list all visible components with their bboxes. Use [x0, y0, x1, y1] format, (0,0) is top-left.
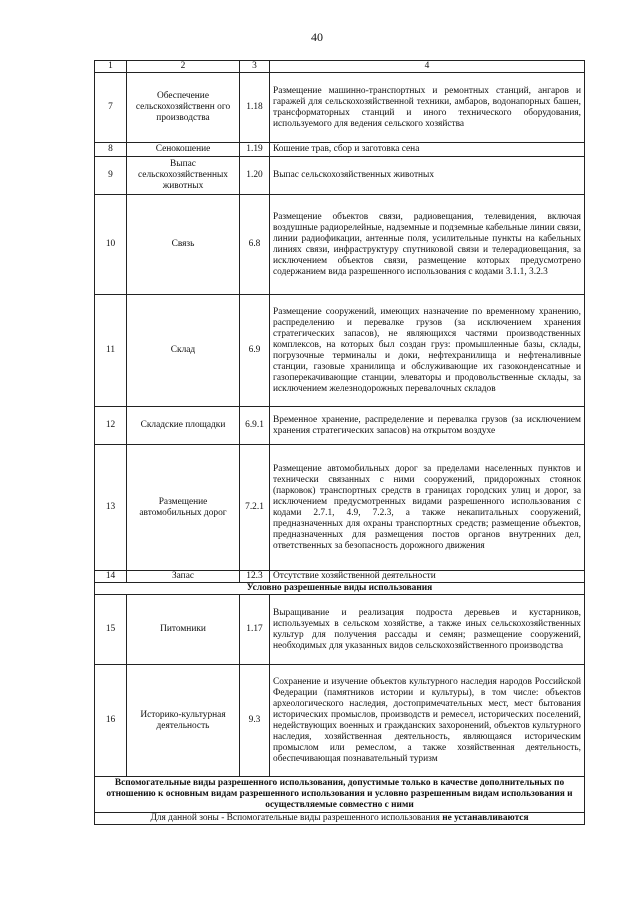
use-name: Склад: [127, 295, 240, 407]
use-code: 6.9: [240, 295, 270, 407]
page-number: 40: [311, 30, 323, 44]
use-code: 1.19: [240, 143, 270, 157]
table-row: [95, 445, 585, 571]
table-row: [95, 157, 585, 195]
header-col-4: 4: [270, 61, 585, 73]
table-row: [95, 143, 585, 157]
row-number: 10: [95, 195, 127, 295]
use-code: 6.9.1: [240, 407, 270, 445]
use-code: 12.3: [240, 571, 270, 583]
row-number: 15: [95, 595, 127, 665]
section-header-row: [95, 583, 585, 595]
use-description: Временное хранение, распределение и перевалка грузов (за исключением хранения стратегических запасов) на открытом воздухе: [270, 407, 585, 445]
table-row: [95, 195, 585, 295]
use-code: 1.17: [240, 595, 270, 665]
use-name: Историко-культурная деятельность: [127, 665, 240, 777]
row-number: 7: [95, 73, 127, 143]
section-conditional-title: Условно разрешенные виды использования: [95, 583, 585, 595]
row-number: 14: [95, 571, 127, 583]
permitted-use-table: [94, 60, 585, 825]
row-number: 12: [95, 407, 127, 445]
header-col-3: 3: [240, 61, 270, 73]
row-number: 9: [95, 157, 127, 195]
auxiliary-note: [95, 813, 585, 825]
note-row: [95, 813, 585, 825]
header-col-2: 2: [127, 61, 240, 73]
use-description: Сохранение и изучение объектов культурного наследия народов Российской Федерации (памятников истории и культуры), в том числе: объектов археологического наследия, достопримечательных мест, мест бытования исторических промыслов, производств и ремесел, исторических поселений, недействующих военных и гражданских захоронений, объектов культурного наследия, хозяйственная деятельность, являющаяся историческим промыслом или ремеслом, а также хозяйственная деятельность, обеспечивающая познавательный туризм: [270, 665, 585, 777]
use-description: Отсутствие хозяйственной деятельности: [270, 571, 585, 583]
use-code: 9.3: [240, 665, 270, 777]
section-header-row: [95, 777, 585, 813]
use-code: 7.2.1: [240, 445, 270, 571]
use-description: Размещение сооружений, имеющих назначение по временному хранению, распределению и перевалке грузов (за исключением хранения стратегических запасов), не являющихся частями производственных комплексов, на которых был создан груз: промышленные базы, склады, погрузочные терминалы и доки, нефтехранилища и нефтеналивные станции, газовые хранилища и обслуживающие их газоконденсатные и газоперекачивающие станции, элеваторы и продовольственные склады, за исключением железнодорожных перевалочных складов: [270, 295, 585, 407]
header-col-1: 1: [95, 61, 127, 73]
use-description: Размещение машинно-транспортных и ремонтных станций, ангаров и гаражей для сельскохозяйственной техники, амбаров, водонапорных башен, трансформаторных станций и иного технического оборудования, используемого для ведения сельского хозяйства: [270, 73, 585, 143]
use-name: Связь: [127, 195, 240, 295]
use-description: Размещение объектов связи, радиовещания, телевидения, включая воздушные радиорелейные, надземные и подземные кабельные линии связи, линии радиофикации, антенные поля, усилительные пункты на кабельных линиях связи, инфраструктуру спутниковой связи и телерадиовещания, за исключением объектов связи, размещение которых предусмотрено содержанием вида разрешенного использования с кодами 3.1.1, 3.2.3: [270, 195, 585, 295]
use-name: Размещение автомобильных дорог: [127, 445, 240, 571]
use-name: Запас: [127, 571, 240, 583]
row-number: 13: [95, 445, 127, 571]
note-emphasis: не устанавливаются: [442, 813, 529, 823]
section-auxiliary-title: Вспомогательные виды разрешенного использования, допустимые только в качестве дополнительных по отношению к основным видам разрешенного использования и условно разрешенным видам использования и осуществляемые совместно с ними: [95, 777, 585, 813]
use-code: 6.8: [240, 195, 270, 295]
use-code: 1.20: [240, 157, 270, 195]
use-name: Обеспечение сельскохозяйственн ого производства: [127, 73, 240, 143]
use-description: Кошение трав, сбор и заготовка сена: [270, 143, 585, 157]
note-text: Для данной зоны - Вспомогательные виды разрешенного использования: [150, 813, 443, 823]
use-name: Сенокошение: [127, 143, 240, 157]
table-row: [95, 571, 585, 583]
table-row: [95, 73, 585, 143]
table-header-row: [95, 61, 585, 73]
use-name: Складские площадки: [127, 407, 240, 445]
row-number: 16: [95, 665, 127, 777]
row-number: 11: [95, 295, 127, 407]
use-description: Выращивание и реализация подроста деревьев и кустарников, используемых в сельском хозяйстве, а также иных сельскохозяйственных культур для получения рассады и семян; размещение сооружений, необходимых для указанных видов сельскохозяйственного производства: [270, 595, 585, 665]
use-description: Размещение автомобильных дорог за пределами населенных пунктов и технически связанных с ними сооружений, придорожных стоянок (парковок) транспортных средств в границах городских улиц и дорог, за исключением предусмотренных видами разрешенного использования с кодами 2.7.1, 4.9, 7.2.3, а также некапитальных сооружений, предназначенных для охраны транспортных средств; размещение объектов, предназначенных для размещения постов органов внутренних дел, ответственных за безопасность дорожного движения: [270, 445, 585, 571]
table-row: [95, 407, 585, 445]
row-number: 8: [95, 143, 127, 157]
table-row: [95, 595, 585, 665]
table-row: [95, 295, 585, 407]
use-code: 1.18: [240, 73, 270, 143]
use-description: Выпас сельскохозяйственных животных: [270, 157, 585, 195]
use-name: Выпас сельскохозяйственных животных: [127, 157, 240, 195]
use-name: Питомники: [127, 595, 240, 665]
table-row: [95, 665, 585, 777]
